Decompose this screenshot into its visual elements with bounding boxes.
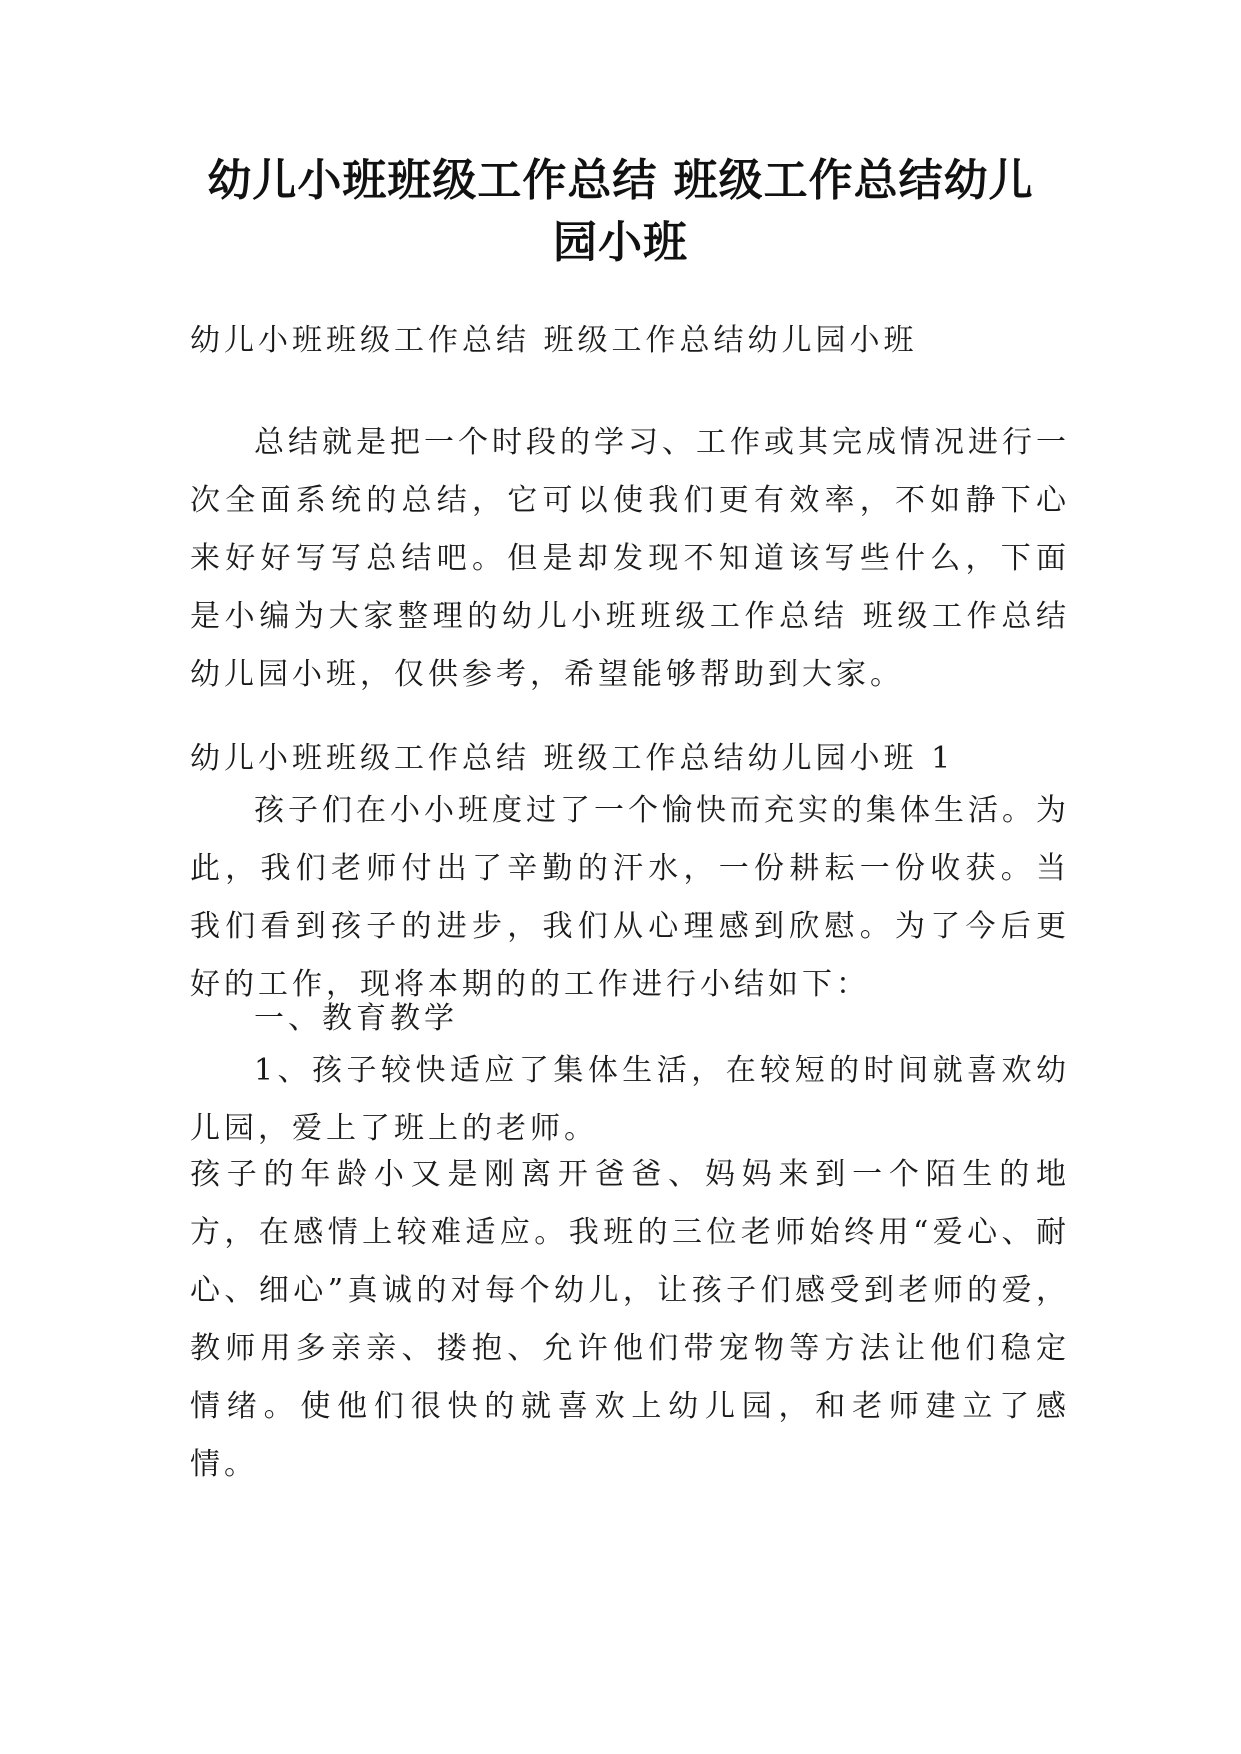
list-item-1: 1、孩子较快适应了集体生活，在较短的时间就喜欢幼儿园，爱上了班上的老师。	[190, 1053, 1070, 1146]
title-line-1: 幼儿小班班级工作总结 班级工作总结幼儿	[207, 155, 1034, 206]
body-paragraph-1: 孩子们在小小班度过了一个愉快而充实的集体生活。为此，我们老师付出了辛勤的汗水，一份耕耘一份收获。当我们看到孩子的进步，我们从心理感到欣慰。为了今后更好的工作，现将本期的的工作进行小结如下：	[190, 793, 1070, 1002]
body-paragraph-2: 孩子的年龄小又是刚离开爸爸、妈妈来到一个陌生的地方，在感情上较难适应。我班的三位老师始终用“爱心、耐心、细心”真诚的对每个幼儿，让孩子们感受到老师的爱，教师用多亲亲、搂抱、允许他们带宠物等方法让他们稳定情绪。使他们很快的就喜欢上幼儿园，和老师建立了感情。	[190, 1157, 1070, 1482]
subsection-heading: 一、教育教学	[254, 1001, 458, 1036]
intro-paragraph: 总结就是把一个时段的学习、工作或其完成情况进行一次全面系统的总结，它可以使我们更有效率，不如静下心来好好写写总结吧。但是却发现不知道该写些什么，下面是小编为大家整理的幼儿小班班级工作总结 班级工作总结幼儿园小班，仅供参考，希望能够帮助到大家。	[190, 425, 1070, 692]
section-heading: 幼儿小班班级工作总结 班级工作总结幼儿园小班 1	[190, 741, 955, 776]
document-title	[160, 150, 1081, 274]
title-line-2: 园小班	[553, 217, 688, 268]
subtitle: 幼儿小班班级工作总结 班级工作总结幼儿园小班	[190, 323, 918, 358]
